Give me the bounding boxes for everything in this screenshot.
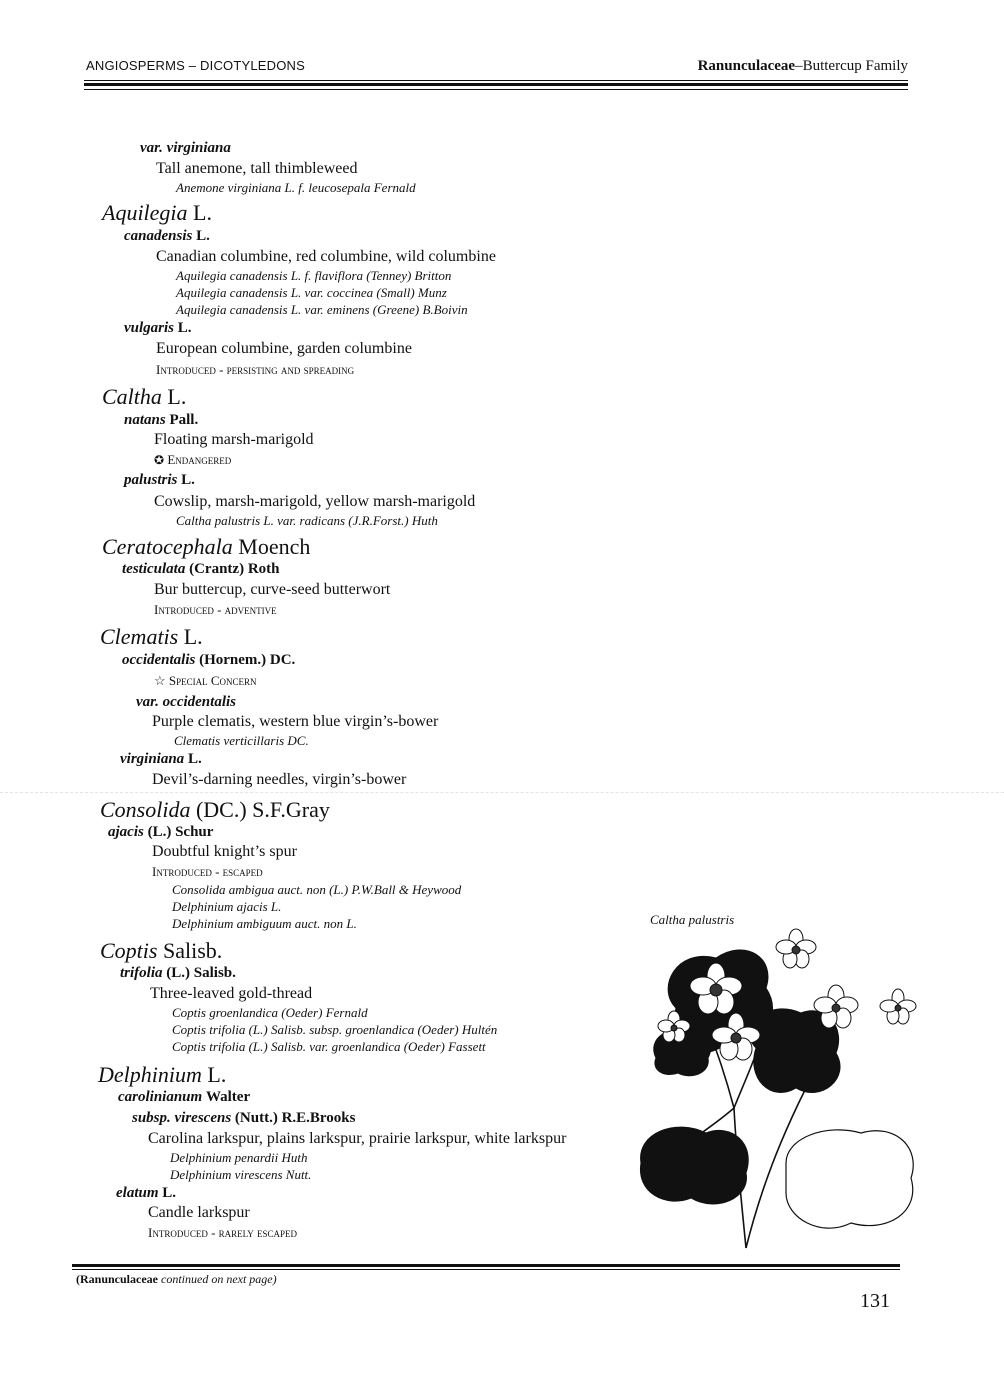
species-name: ajacis (L.) Schur: [108, 824, 214, 840]
genus-heading: Delphinium L.: [98, 1062, 227, 1087]
species-name: virginiana L.: [120, 751, 202, 767]
genus-heading: Clematis L.: [100, 624, 203, 649]
synonym: Aquilegia canadensis L. f. flaviflora (Tenney) Britton: [176, 268, 452, 283]
species-name: canadensis L.: [124, 228, 210, 244]
header-rule-thick: [84, 83, 908, 86]
status-label: Introduced - escaped: [152, 864, 263, 879]
common-name: Bur buttercup, curve-seed butterwort: [154, 581, 391, 598]
common-name: Cowslip, marsh-marigold, yellow marsh-marigold: [154, 493, 476, 510]
status-label: ✪ Endangered: [154, 452, 232, 467]
synonym: Clematis verticillaris DC.: [174, 733, 309, 748]
page-number: 131: [860, 1290, 890, 1312]
header-family: Ranunculaceae: [697, 58, 796, 74]
common-name: Candle larkspur: [148, 1204, 250, 1221]
genus-heading: Caltha L.: [102, 384, 187, 409]
genus-heading: Ceratocephala Moench: [102, 534, 311, 559]
species-name: vulgaris L.: [124, 320, 192, 336]
species-name: carolinianum Walter: [118, 1089, 251, 1105]
genus-heading: Coptis Salisb.: [100, 938, 223, 963]
header-family-common: –Buttercup Family: [795, 58, 908, 74]
variety-name: var. virginiana: [140, 140, 231, 156]
running-header-left: ANGIOSPERMS – DICOTYLEDONS: [86, 58, 306, 73]
footer-rule-thin: [72, 1269, 900, 1270]
synonym: Aquilegia canadensis L. var. coccinea (Small) Munz: [176, 285, 447, 300]
caltha-palustris-drawing-icon: [636, 928, 926, 1258]
synonym: Caltha palustris L. var. radicans (J.R.Forst.) Huth: [176, 513, 438, 528]
status-label: Introduced - persisting and spreading: [156, 362, 355, 377]
species-name: elatum L.: [116, 1185, 177, 1201]
common-name: Three-leaved gold-thread: [150, 985, 313, 1002]
header-rule-thin-2: [84, 89, 908, 90]
common-name: Canadian columbine, red columbine, wild columbine: [156, 248, 496, 265]
synonym: Anemone virginiana L. f. leucosepala Fernald: [176, 180, 416, 195]
species-name: occidentalis (Hornem.) DC.: [122, 652, 296, 668]
variety-name: var. occidentalis: [136, 694, 236, 710]
subspecies-name: subsp. virescens (Nutt.) R.E.Brooks: [132, 1110, 356, 1126]
common-name: Floating marsh-marigold: [154, 431, 314, 448]
common-name: Tall anemone, tall thimbleweed: [156, 160, 358, 177]
status-label: Introduced - rarely escaped: [148, 1225, 298, 1240]
species-name: testiculata (Crantz) Roth: [122, 561, 280, 577]
common-name: Devil’s-darning needles, virgin’s-bower: [152, 771, 407, 788]
common-name: Doubtful knight’s spur: [152, 843, 297, 860]
status-label: ☆ Special Concern: [154, 673, 257, 688]
illustration-caption: Caltha palustris: [650, 912, 735, 927]
common-name: European columbine, garden columbine: [156, 340, 412, 357]
synonym: Coptis groenlandica (Oeder) Fernald: [172, 1005, 368, 1020]
page-fold-line: [0, 792, 1004, 793]
synonym: Coptis trifolia (L.) Salisb. subsp. groenlandica (Oeder) Hultén: [172, 1022, 498, 1037]
synonym: Delphinium virescens Nutt.: [170, 1167, 312, 1182]
species-name: palustris L.: [124, 472, 195, 488]
synonym: Delphinium ajacis L.: [172, 899, 282, 914]
synonym: Aquilegia canadensis L. var. eminens (Greene) B.Boivin: [176, 302, 468, 317]
species-name: natans Pall.: [124, 412, 199, 428]
synonym: Delphinium penardii Huth: [170, 1150, 308, 1165]
footer-rule-thick: [72, 1264, 900, 1267]
synonym: Coptis trifolia (L.) Salisb. var. groenlandica (Oeder) Fassett: [172, 1039, 486, 1054]
synonym: Delphinium ambiguum auct. non L.: [172, 916, 357, 931]
common-name: Carolina larkspur, plains larkspur, prairie larkspur, white larkspur: [148, 1130, 567, 1147]
genus-heading: Consolida (DC.) S.F.Gray: [100, 797, 330, 822]
special-concern-icon: ☆: [154, 673, 166, 688]
header-rule-thin: [84, 80, 908, 81]
common-name: Purple clematis, western blue virgin’s-bower: [152, 713, 439, 730]
genus-heading: Aquilegia L.: [102, 200, 212, 225]
species-name: trifolia (L.) Salisb.: [120, 965, 236, 981]
status-label: Introduced - adventive: [154, 602, 277, 617]
endangered-icon: ✪: [154, 453, 165, 467]
synonym: Consolida ambigua auct. non (L.) P.W.Ball & Heywood: [172, 882, 462, 897]
continued-note: (Ranunculaceae continued on next page): [76, 1272, 277, 1286]
running-header-right: [698, 58, 908, 75]
